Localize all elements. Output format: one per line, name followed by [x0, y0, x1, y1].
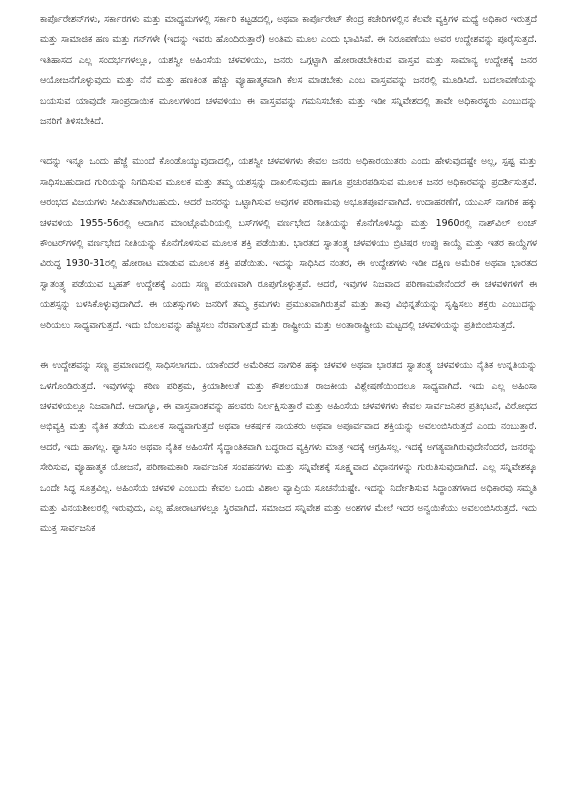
paragraph-2: ಇದನ್ನು ಇನ್ನೂ ಒಂದು ಹೆಜ್ಜೆ ಮುಂದೆ ಕೊಂಡೊಯ್ಯುವುದಾದಲ್ಲಿ, ಯಶಸ್ವೀ ಚಳವಳಿಗಳು ಕೇವಲ ಜನರು ಅಧಿಕಾರಯುತರು ಎಂದು ಹೇಳುವುದಷ್ಟೇ ಅಲ್ಲ, ಸ್ಪಷ್ಟ ಮತ್ತು ಸಾಧಿಸಬಹುದಾದ ಗುರಿಯನ್ನು ನಿಗದಿಸುವ ಮೂಲಕ ಮತ್ತು ತಮ್ಮ ಯಶಸ್ಸನ್ನು ದಾಖಲಿಸುವುದು ಹಾಗೂ ಪ್ರಚುರಪಡಿಸುವ ಮೂಲಕ ಜನರ ಅಧಿಕಾರವನ್ನು ಪ್ರದರ್ಶಿಸುತ್ತವೆ. ಆರಂಭದ ವಿಜಯಗಳು ಸೀಮಿತವಾಗಿರಬಹುದು. ಆದರೆ ಜನರನ್ನು ಒಟ್ಟಾಗಿಸುವ ಅವುಗಳ ಪರಿಣಾಮವು ಅಭೂತಪೂರ್ವವಾಗಿದೆ. ಉದಾಹರಣೆಗೆ, ಯುಎಸ್ ನಾಗರಿಕ ಹಕ್ಕು ಚಳವಳಿಯ 1955-56ರಲ್ಲಿ ಆದಾಗಿನ ಮಾಂಟ್ಗೊಮೆರಿಯಲ್ಲಿ ಬಸ್‌ಗಳಲ್ಲಿ ವರ್ಣಭೇದ ನೀತಿಯನ್ನು ಕೊನೆಗೊಳಿಸಿದ್ದು ಮತ್ತು 1960ರಲ್ಲಿ ನಾಶ್‌ವಿಲ್ ಲಂಚ್ ಕೌಂಟರ್‌ಗಳಲ್ಲಿ ವರ್ಣಭೇದ ನೀತಿಯನ್ನು ಕೊನೆಗೊಳಿಸುವ ಮೂಲಕ ಶಕ್ತಿ ಪಡೆಯಿತು. ಭಾರತದ ಸ್ವಾತಂತ್ರ್ಯ ಚಳವಳಿಯು ಬ್ರಿಟಿಷರ ಉಪ್ಪು ಕಾಯ್ದೆ ಮತ್ತು ಇತರ ಕಾಯ್ದೆಗಳ ವಿರುದ್ಧ 1930-31ರಲ್ಲಿ ಹೋರಾಟ ಮಾಡುವ ಮೂಲಕ ಶಕ್ತಿ ಪಡೆಯಿತು. ಇದನ್ನು ಸಾಧಿಸಿದ ನಂತರ, ಈ ಉದ್ದೇಶಗಳು ಇಡೀ ದಕ್ಷಿಣ ಅಮೆರಿಕ ಅಥವಾ ಭಾರತದ ಸ್ವಾತಂತ್ರ್ಯ ಪಡೆಯುವ ಬೃಹತ್ ಉದ್ದೇಶಕ್ಕೆ ಎಂದು ಸಣ್ಣ ಪಯಣವಾಗಿ ರೂಪುಗೊಳ್ಳುತ್ತವೆ. ಆದರೆ, ಇವುಗಳ ನಿಜವಾದ ಪರಿಣಾಮವೇನೆಂದರೆ ಈ ಚಳವಳಿಗಳಿಗೆ ಈ ಯಶಸ್ಸನ್ನು ಬಳಸಿಕೊಳ್ಳುವುದಾಗಿದೆ. ಈ ಯಶಸ್ಸುಗಳು ಜನರಿಗೆ ತಮ್ಮ ಕ್ರಮಗಳು ಪ್ರಮುಖವಾಗಿರುತ್ತವೆ ಮತ್ತು ತಾವು ವಿಭಿನ್ನತೆಯನ್ನು ಸೃಷ್ಟಿಸಲು ಶಕ್ತರು ಎಂಬುದನ್ನು ಅರಿಯಲು ಸಾಧ್ಯವಾಗುತ್ತದೆ. ಇದು ಬೆಂಬಲವನ್ನು ಹೆಚ್ಚಿಸಲು ನೆರವಾಗುತ್ತದೆ ಮತ್ತು ರಾಷ್ಟ್ರೀಯ ಮತ್ತು ಅಂತಾರಾಷ್ಟ್ರೀಯ ಮಟ್ಟದಲ್ಲಿ ಚಳವಳಿಯನ್ನು ಪ್ರತಿಬಿಂಬಿಸುತ್ತದೆ.	[40, 156, 537, 331]
paragraph-1: ಕಾರ್ಪೊರೇಶನ್‌ಗಳು, ಸರ್ಕಾರಗಳು ಮತ್ತು ಮಾಧ್ಯಮಗಳಲ್ಲಿ ಸರ್ಕಾರಿ ಕಟ್ಟಡದಲ್ಲಿ, ಅಥವಾ ಕಾರ್ಪೊರೇಟ್ ಕೇಂದ್ರ ಕಚೇರಿಗಳಲ್ಲಿನ ಕೆಲವೇ ವ್ಯಕ್ತಿಗಳ ಮಧ್ಯೆ ಅಧಿಕಾರ ಇರುತ್ತದೆ ಮತ್ತು ಸಾಮಾಜಿಕ ಹಣ ಮತ್ತು ಗನ್‌ಗಳೇ (ಇದನ್ನು ಇವರು ಹೊಂದಿರುತ್ತಾರೆ) ಅಂತಿಮ ಮೂಲ ಎಂದು ಭಾವಿಸಿವೆ. ಈ ನಿರೂಪಣೆಯು ಅವರ ಉದ್ದೇಶವನ್ನು ಪೂರೈಸುತ್ತದೆ. ಇತಿಹಾಸದ ಎಲ್ಲ ಸಂದರ್ಭಗಳಲ್ಲೂ, ಯಶಸ್ವೀ ಅಹಿಂಸೆಯ ಚಳವಳಿಯು, ಜನರು ಒಗ್ಗಟ್ಟಾಗಿ ಹೋರಾಡಬೇಕಿರುವ ವಾಸ್ತವ ಮತ್ತು ಸಾಮಾನ್ಯ ಉದ್ದೇಶಕ್ಕೆ ಜನರ ಆಯೋಜನೆಗೊಳ್ಳುವುದು ಮತ್ತು ನೆನೆ ಮತ್ತು ಹಣಕಿಂತ ಹೆಚ್ಚು ವ್ಯೂಹಾತ್ಮಕವಾಗಿ ಕೆಲಸ ಮಾಡಬೇಕು ಎಂಬ ವಾಸ್ತವವನ್ನು ಜನರಲ್ಲಿ ಮೂಡಿಸಿದೆ. ಬದಲಾವಣೆಯನ್ನು ಬಯಸುವ ಯಾವುದೇ ಸಾಂಪ್ರದಾಯಿಕ ಮೂಲಗಳಿಂದ ಚಳವಳಿಯು ಈ ವಾಸ್ತವವನ್ನು ಗಮನಿಸಬೇಕು ಮತ್ತು ಇಡೀ ಸನ್ನಿವೇಶದಲ್ಲಿ ತಾವೇ ಅಧಿಕಾರಸ್ಥರು ಎಂಬುದನ್ನು ಜನರಿಗೆ ತಿಳಿಸಬೇಕಿದೆ.	[40, 14, 537, 128]
paragraph-3: ಈ ಉದ್ದೇಶವನ್ನು ಸಣ್ಣ ಪ್ರಮಾಣದಲ್ಲಿ ಸಾಧಿಸಲಾಗದು. ಯಾಕೆಂದರೆ ಅಮೆರಿಕದ ನಾಗರಿಕ ಹಕ್ಕು ಚಳವಳಿ ಅಥವಾ ಭಾರತದ ಸ್ವಾತಂತ್ರ್ಯ ಚಳವಳಿಯು ನೈತಿಕ ಉನ್ನತಿಯನ್ನು ಒಳಗೊಂಡಿರುತ್ತದೆ. ಇವುಗಳನ್ನು ಕಠಿಣ ಪರಿಶ್ರಮ, ಕ್ರಿಯಾಶೀಲತೆ ಮತ್ತು ಕೌಶಲಯುತ ರಾಜಕೀಯ ವಿಶ್ಲೇಷಣೆಯಿಂದಲೂ ಸಾಧ್ಯವಾಗಿದೆ. ಇದು ಎಲ್ಲ ಅಹಿಂಸಾ ಚಳವಳಿಯಲ್ಲೂ ನಿಜವಾಗಿದೆ. ಆದಾಗ್ಯೂ, ಈ ವಾಸ್ತವಾಂಶವನ್ನು ಹಲವರು ನಿರ್ಲಕ್ಷಿಸುತ್ತಾರೆ ಮತ್ತು ಅಹಿಂಸೆಯ ಚಳವಳಿಗಳು ಕೇವಲ ಸಾರ್ವಜನಿಕರ ಪ್ರತಿಭಟನೆ, ವಿರೋಧದ ಅಭಿವ್ಯಕ್ತಿ ಮತ್ತು ನೈತಿಕ ತಡೆಯ ಮೂಲಕ ಸಾಧ್ಯವಾಗುತ್ತದೆ ಅಥವಾ ಆಕರ್ಷಕ ನಾಯಕರು ಅಥವಾ ಅಪೂರ್ವವಾದ ಶಕ್ತಿಯನ್ನು ಅವಲಂಬಿಸಿರುತ್ತದೆ ಎಂದು ನಂಬುತ್ತಾರೆ. ಆದರೆ, ಇದು ಹಾಗಲ್ಲ. ಫ್ಯಾಸಿಸಂ ಅಥವಾ ನೈತಿಕ ಅಹಿಂಸೆಗೆ ಸೈದ್ಧಾಂತಿಕವಾಗಿ ಬದ್ಧರಾದ ವ್ಯಕ್ತಿಗಳು ಮಾತ್ರ ಇದಕ್ಕೆ ಆಗ್ರಹಿಸಲ್ಲ. ಇದಕ್ಕೆ ಅಗತ್ಯವಾಗಿರುವುದೇನೆಂದರೆ, ಜನರನ್ನು ಸೇರಿಸುವ, ವ್ಯೂಹಾತ್ಮಕ ಯೋಜನೆ, ಪರಿಣಾಮಕಾರಿ ಸಾರ್ವಜನಿಕ ಸಂವಹನಗಳು ಮತ್ತು ಸನ್ನಿವೇಶಕ್ಕೆ ಸೂಕ್ಷ್ಮವಾದ ವಿಧಾನಗಳನ್ನು ಗುರುತಿಸುವುದಾಗಿದೆ. ಎಲ್ಲ ಸನ್ನಿವೇಶಕ್ಕೂ ಒಂದೇ ಸಿದ್ಧ ಸೂತ್ರವಿಲ್ಲ. ಅಹಿಂಸೆಯ ಚಳವಳಿ ಎಂಬುದು ಕೇವಲ ಒಂದು ವಿಶಾಲ ವ್ಯಾಪ್ತಿಯ ಸೂಚನೆಯಷ್ಟೇ. ಇದನ್ನು ನಿರ್ದೇಶಿಸುವ ಸಿದ್ಧಾಂತಗಳಾದ ಅಧಿಕಾರವು ಸಮ್ಮತಿ ಮತ್ತು ವಿನಯಶೀಲರಲ್ಲಿ ಇರುವುದು, ಎಲ್ಲ ಹೋರಾಟಗಳಲ್ಲೂ ಸ್ಥಿರವಾಗಿದೆ. ಸಮಾಜದ ಸನ್ನಿವೇಶ ಮತ್ತು ಅಂಶಗಳ ಮೇಲೆ ಇದರ ಅನ್ವಯಿಕೆಯು ಅವಲಂಬಿಸಿರುತ್ತದೆ. ಇದು ಮುಕ್ತ ಸಾರ್ವಜನಿಕ	[40, 360, 537, 535]
document-body	[40, 10, 537, 540]
